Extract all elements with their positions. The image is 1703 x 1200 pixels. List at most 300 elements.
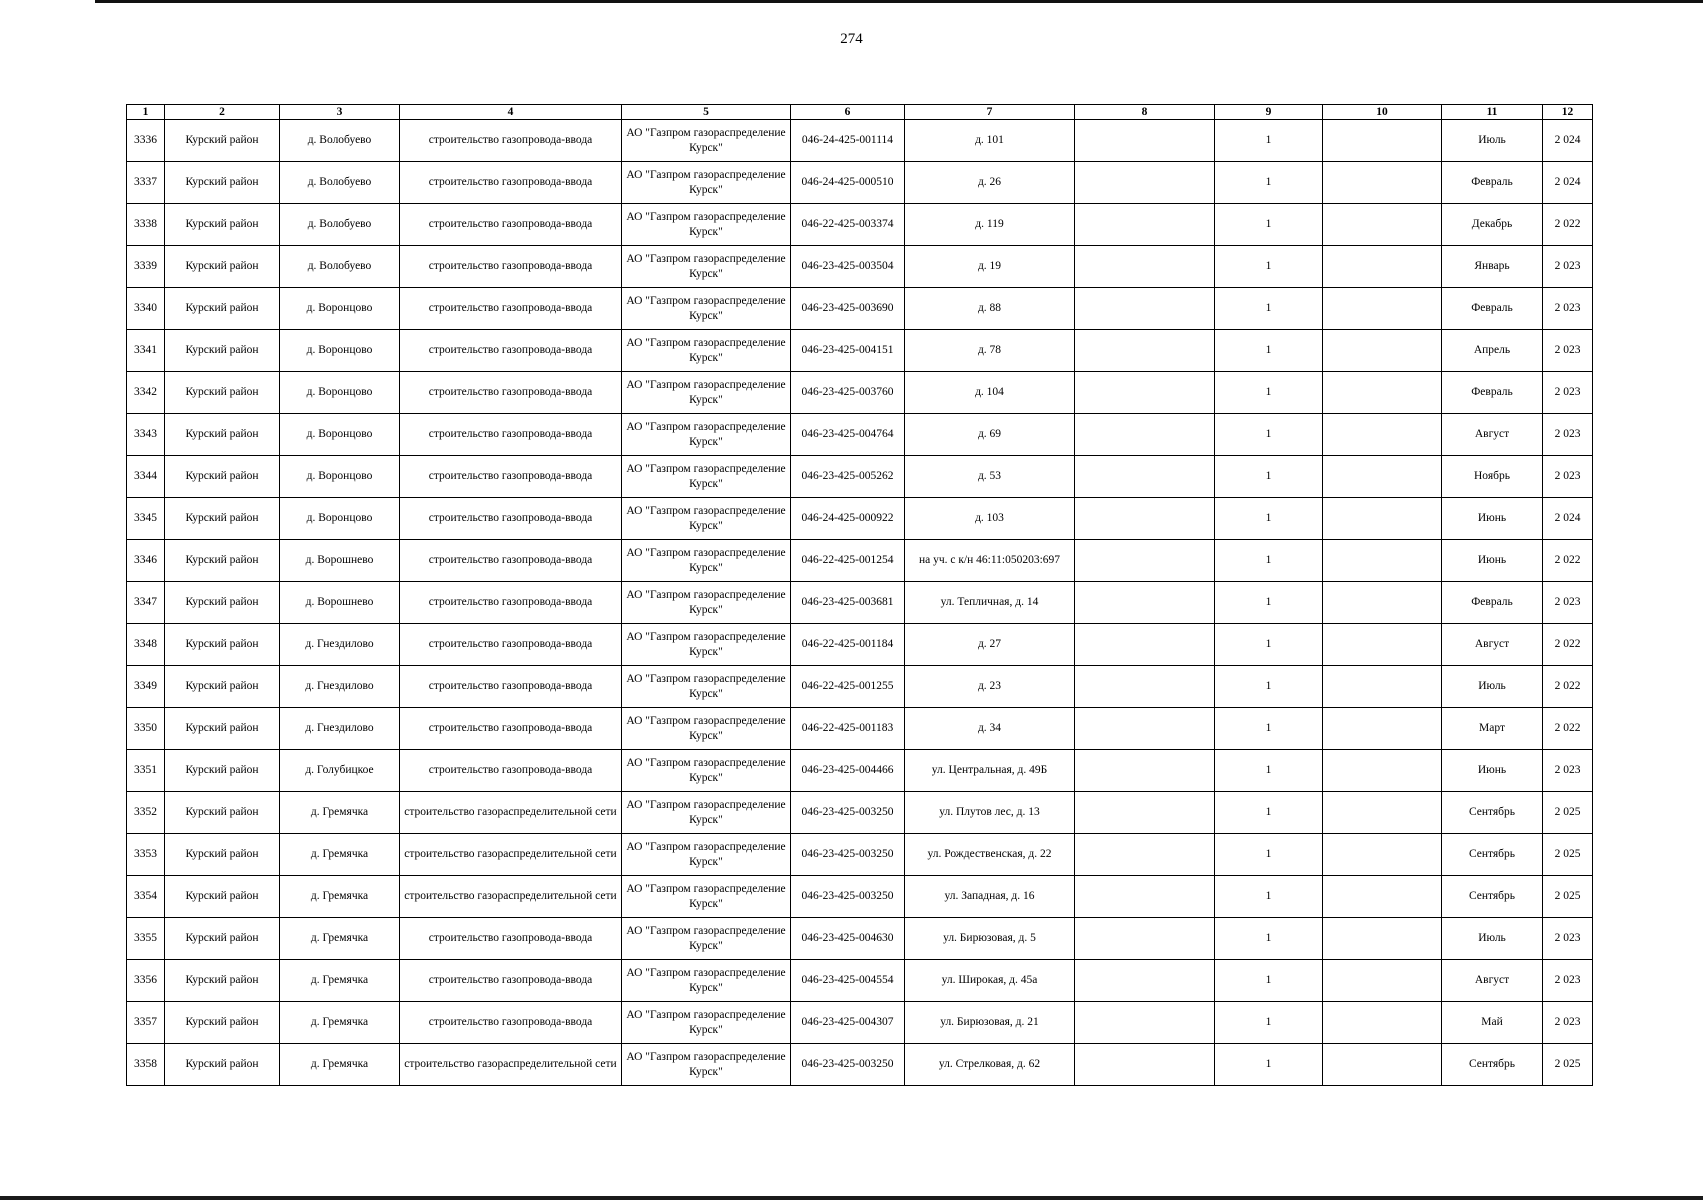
month-cell: Февраль [1442,162,1543,204]
organization-cell: АО "Газпром газораспределение Курск" [622,162,791,204]
locality-cell: д. Гремячка [280,960,400,1002]
district-cell: Курский район [165,624,280,666]
column-9-cell: 1 [1215,120,1323,162]
column-10-cell [1323,498,1442,540]
locality-cell: д. Ворошнево [280,582,400,624]
row-number-cell: 3348 [127,624,165,666]
row-number-cell: 3356 [127,960,165,1002]
column-header: 12 [1543,105,1593,120]
column-8-cell [1075,330,1215,372]
column-8-cell [1075,540,1215,582]
year-cell: 2 024 [1543,498,1593,540]
address-cell: д. 104 [905,372,1075,414]
locality-cell: д. Гремячка [280,834,400,876]
row-number-cell: 3346 [127,540,165,582]
column-10-cell [1323,834,1442,876]
row-number-cell: 3339 [127,246,165,288]
address-cell: ул. Центральная, д. 49Б [905,750,1075,792]
district-cell: Курский район [165,960,280,1002]
year-cell: 2 023 [1543,288,1593,330]
table-row [127,666,1593,708]
code-cell: 046-24-425-001114 [791,120,905,162]
locality-cell: д. Воронцово [280,330,400,372]
address-cell: ул. Стрелковая, д. 62 [905,1044,1075,1086]
address-cell: д. 119 [905,204,1075,246]
column-8-cell [1075,582,1215,624]
district-cell: Курский район [165,666,280,708]
registry-body [127,120,1593,1086]
address-cell: ул. Плутов лес, д. 13 [905,792,1075,834]
locality-cell: д. Волобуево [280,204,400,246]
column-10-cell [1323,1044,1442,1086]
work-type-cell: строительство газопровода-ввода [400,708,622,750]
code-cell: 046-23-425-003250 [791,834,905,876]
locality-cell: д. Голубицкое [280,750,400,792]
address-cell: д. 26 [905,162,1075,204]
column-10-cell [1323,1002,1442,1044]
work-type-cell: строительство газопровода-ввода [400,540,622,582]
locality-cell: д. Волобуево [280,162,400,204]
column-8-cell [1075,960,1215,1002]
column-9-cell: 1 [1215,918,1323,960]
locality-cell: д. Гремячка [280,1044,400,1086]
organization-cell: АО "Газпром газораспределение Курск" [622,1044,791,1086]
column-8-cell [1075,834,1215,876]
row-number-cell: 3353 [127,834,165,876]
work-type-cell: строительство газопровода-ввода [400,498,622,540]
work-type-cell: строительство газопровода-ввода [400,372,622,414]
district-cell: Курский район [165,330,280,372]
row-number-cell: 3352 [127,792,165,834]
district-cell: Курский район [165,876,280,918]
code-cell: 046-23-425-003690 [791,288,905,330]
column-header: 2 [165,105,280,120]
table-row [127,750,1593,792]
column-10-cell [1323,246,1442,288]
month-cell: Декабрь [1442,204,1543,246]
column-10-cell [1323,120,1442,162]
table-row [127,582,1593,624]
address-cell: д. 69 [905,414,1075,456]
year-cell: 2 023 [1543,918,1593,960]
column-9-cell: 1 [1215,1044,1323,1086]
column-9-cell: 1 [1215,330,1323,372]
column-8-cell [1075,162,1215,204]
column-9-cell: 1 [1215,792,1323,834]
table-row [127,708,1593,750]
work-type-cell: строительство газораспределительной сети [400,876,622,918]
table-row [127,414,1593,456]
column-9-cell: 1 [1215,372,1323,414]
code-cell: 046-22-425-001184 [791,624,905,666]
row-number-cell: 3345 [127,498,165,540]
district-cell: Курский район [165,834,280,876]
address-cell: д. 101 [905,120,1075,162]
organization-cell: АО "Газпром газораспределение Курск" [622,582,791,624]
column-10-cell [1323,750,1442,792]
column-10-cell [1323,372,1442,414]
column-header: 9 [1215,105,1323,120]
table-row [127,246,1593,288]
code-cell: 046-24-425-000510 [791,162,905,204]
column-10-cell [1323,162,1442,204]
year-cell: 2 025 [1543,876,1593,918]
year-cell: 2 023 [1543,456,1593,498]
table-row [127,204,1593,246]
column-8-cell [1075,456,1215,498]
column-header: 10 [1323,105,1442,120]
year-cell: 2 025 [1543,1044,1593,1086]
column-header: 4 [400,105,622,120]
address-cell: ул. Бирюзовая, д. 5 [905,918,1075,960]
month-cell: Февраль [1442,288,1543,330]
work-type-cell: строительство газопровода-ввода [400,162,622,204]
organization-cell: АО "Газпром газораспределение Курск" [622,918,791,960]
column-header: 1 [127,105,165,120]
code-cell: 046-23-425-005262 [791,456,905,498]
column-9-cell: 1 [1215,204,1323,246]
column-9-cell: 1 [1215,162,1323,204]
column-header: 7 [905,105,1075,120]
column-8-cell [1075,120,1215,162]
address-cell: на уч. с к/н 46:11:050203:697 [905,540,1075,582]
organization-cell: АО "Газпром газораспределение Курск" [622,204,791,246]
code-cell: 046-22-425-001255 [791,666,905,708]
locality-cell: д. Гремячка [280,918,400,960]
column-8-cell [1075,792,1215,834]
column-header: 6 [791,105,905,120]
district-cell: Курский район [165,414,280,456]
row-number-cell: 3340 [127,288,165,330]
month-cell: Сентябрь [1442,834,1543,876]
organization-cell: АО "Газпром газораспределение Курск" [622,666,791,708]
address-cell: д. 103 [905,498,1075,540]
table-row [127,540,1593,582]
table-row [127,834,1593,876]
month-cell: Январь [1442,246,1543,288]
column-8-cell [1075,918,1215,960]
work-type-cell: строительство газопровода-ввода [400,666,622,708]
code-cell: 046-22-425-001254 [791,540,905,582]
column-8-cell [1075,666,1215,708]
column-10-cell [1323,918,1442,960]
month-cell: Сентябрь [1442,1044,1543,1086]
organization-cell: АО "Газпром газораспределение Курск" [622,1002,791,1044]
registry-table [126,104,1593,1086]
code-cell: 046-23-425-003681 [791,582,905,624]
year-cell: 2 023 [1543,960,1593,1002]
work-type-cell: строительство газопровода-ввода [400,288,622,330]
row-number-cell: 3355 [127,918,165,960]
work-type-cell: строительство газораспределительной сети [400,792,622,834]
work-type-cell: строительство газопровода-ввода [400,246,622,288]
locality-cell: д. Воронцово [280,414,400,456]
column-9-cell: 1 [1215,456,1323,498]
month-cell: Ноябрь [1442,456,1543,498]
column-9-cell: 1 [1215,582,1323,624]
organization-cell: АО "Газпром газораспределение Курск" [622,792,791,834]
column-10-cell [1323,708,1442,750]
column-header: 11 [1442,105,1543,120]
year-cell: 2 025 [1543,834,1593,876]
column-8-cell [1075,876,1215,918]
code-cell: 046-22-425-001183 [791,708,905,750]
table-row [127,792,1593,834]
organization-cell: АО "Газпром газораспределение Курск" [622,876,791,918]
code-cell: 046-23-425-004630 [791,918,905,960]
locality-cell: д. Гремячка [280,1002,400,1044]
locality-cell: д. Гнездилово [280,708,400,750]
locality-cell: д. Гнездилово [280,666,400,708]
scan-edge-top [95,0,1703,3]
month-cell: Сентябрь [1442,876,1543,918]
code-cell: 046-23-425-003250 [791,792,905,834]
row-number-cell: 3341 [127,330,165,372]
column-8-cell [1075,624,1215,666]
address-cell: д. 27 [905,624,1075,666]
column-8-cell [1075,498,1215,540]
code-cell: 046-23-425-004764 [791,414,905,456]
month-cell: Апрель [1442,330,1543,372]
table-row [127,624,1593,666]
month-cell: Июнь [1442,750,1543,792]
organization-cell: АО "Газпром газораспределение Курск" [622,960,791,1002]
column-8-cell [1075,1002,1215,1044]
address-cell: д. 88 [905,288,1075,330]
month-cell: Июнь [1442,498,1543,540]
district-cell: Курский район [165,1002,280,1044]
district-cell: Курский район [165,372,280,414]
month-cell: Сентябрь [1442,792,1543,834]
row-number-cell: 3358 [127,1044,165,1086]
code-cell: 046-23-425-003504 [791,246,905,288]
year-cell: 2 023 [1543,372,1593,414]
locality-cell: д. Волобуево [280,246,400,288]
work-type-cell: строительство газопровода-ввода [400,960,622,1002]
organization-cell: АО "Газпром газораспределение Курск" [622,834,791,876]
organization-cell: АО "Газпром газораспределение Курск" [622,750,791,792]
locality-cell: д. Гнездилово [280,624,400,666]
locality-cell: д. Волобуево [280,120,400,162]
district-cell: Курский район [165,540,280,582]
work-type-cell: строительство газопровода-ввода [400,414,622,456]
column-9-cell: 1 [1215,960,1323,1002]
row-number-cell: 3336 [127,120,165,162]
table-row [127,330,1593,372]
organization-cell: АО "Газпром газораспределение Курск" [622,708,791,750]
row-number-cell: 3338 [127,204,165,246]
column-9-cell: 1 [1215,246,1323,288]
locality-cell: д. Воронцово [280,288,400,330]
column-8-cell [1075,288,1215,330]
year-cell: 2 023 [1543,582,1593,624]
year-cell: 2 025 [1543,792,1593,834]
column-9-cell: 1 [1215,288,1323,330]
scan-edge-bottom [0,1196,1703,1200]
column-number-row [127,105,1593,120]
year-cell: 2 024 [1543,162,1593,204]
row-number-cell: 3344 [127,456,165,498]
month-cell: Июль [1442,918,1543,960]
column-10-cell [1323,876,1442,918]
work-type-cell: строительство газопровода-ввода [400,204,622,246]
locality-cell: д. Воронцово [280,498,400,540]
organization-cell: АО "Газпром газораспределение Курск" [622,414,791,456]
work-type-cell: строительство газопровода-ввода [400,750,622,792]
column-8-cell [1075,204,1215,246]
organization-cell: АО "Газпром газораспределение Курск" [622,456,791,498]
column-header: 3 [280,105,400,120]
address-cell: ул. Тепличная, д. 14 [905,582,1075,624]
column-8-cell [1075,246,1215,288]
column-10-cell [1323,288,1442,330]
row-number-cell: 3337 [127,162,165,204]
year-cell: 2 023 [1543,246,1593,288]
address-cell: ул. Рождественская, д. 22 [905,834,1075,876]
column-9-cell: 1 [1215,498,1323,540]
page-number: 274 [840,31,863,47]
year-cell: 2 022 [1543,540,1593,582]
column-10-cell [1323,540,1442,582]
month-cell: Июнь [1442,540,1543,582]
month-cell: Май [1442,1002,1543,1044]
row-number-cell: 3350 [127,708,165,750]
table-row [127,372,1593,414]
address-cell: ул. Западная, д. 16 [905,876,1075,918]
organization-cell: АО "Газпром газораспределение Курск" [622,330,791,372]
code-cell: 046-23-425-004151 [791,330,905,372]
organization-cell: АО "Газпром газораспределение Курск" [622,372,791,414]
organization-cell: АО "Газпром газораспределение Курск" [622,540,791,582]
column-9-cell: 1 [1215,834,1323,876]
district-cell: Курский район [165,456,280,498]
address-cell: ул. Бирюзовая, д. 21 [905,1002,1075,1044]
address-cell: д. 19 [905,246,1075,288]
district-cell: Курский район [165,792,280,834]
column-10-cell [1323,414,1442,456]
column-9-cell: 1 [1215,876,1323,918]
work-type-cell: строительство газопровода-ввода [400,456,622,498]
column-8-cell [1075,1044,1215,1086]
table-row [127,1002,1593,1044]
month-cell: Август [1442,624,1543,666]
year-cell: 2 022 [1543,204,1593,246]
code-cell: 046-24-425-000922 [791,498,905,540]
table-row [127,960,1593,1002]
district-cell: Курский район [165,498,280,540]
table-row [127,120,1593,162]
organization-cell: АО "Газпром газораспределение Курск" [622,498,791,540]
address-cell: д. 53 [905,456,1075,498]
column-8-cell [1075,414,1215,456]
column-9-cell: 1 [1215,666,1323,708]
locality-cell: д. Воронцово [280,372,400,414]
year-cell: 2 023 [1543,1002,1593,1044]
district-cell: Курский район [165,162,280,204]
column-10-cell [1323,582,1442,624]
column-10-cell [1323,792,1442,834]
year-cell: 2 023 [1543,750,1593,792]
year-cell: 2 023 [1543,330,1593,372]
row-number-cell: 3342 [127,372,165,414]
district-cell: Курский район [165,120,280,162]
district-cell: Курский район [165,582,280,624]
column-9-cell: 1 [1215,414,1323,456]
organization-cell: АО "Газпром газораспределение Курск" [622,246,791,288]
row-number-cell: 3351 [127,750,165,792]
district-cell: Курский район [165,708,280,750]
organization-cell: АО "Газпром газораспределение Курск" [622,120,791,162]
month-cell: Февраль [1442,582,1543,624]
work-type-cell: строительство газопровода-ввода [400,918,622,960]
district-cell: Курский район [165,750,280,792]
year-cell: 2 023 [1543,414,1593,456]
code-cell: 046-23-425-003250 [791,1044,905,1086]
year-cell: 2 022 [1543,708,1593,750]
code-cell: 046-22-425-003374 [791,204,905,246]
month-cell: Июль [1442,666,1543,708]
organization-cell: АО "Газпром газораспределение Курск" [622,624,791,666]
month-cell: Август [1442,414,1543,456]
row-number-cell: 3357 [127,1002,165,1044]
column-8-cell [1075,750,1215,792]
row-number-cell: 3343 [127,414,165,456]
row-number-cell: 3347 [127,582,165,624]
table-row [127,918,1593,960]
address-cell: д. 23 [905,666,1075,708]
work-type-cell: строительство газопровода-ввода [400,624,622,666]
work-type-cell: строительство газопровода-ввода [400,330,622,372]
column-9-cell: 1 [1215,624,1323,666]
work-type-cell: строительство газораспределительной сети [400,834,622,876]
locality-cell: д. Ворошнево [280,540,400,582]
work-type-cell: строительство газораспределительной сети [400,1044,622,1086]
table-row [127,498,1593,540]
month-cell: Июль [1442,120,1543,162]
column-10-cell [1323,960,1442,1002]
row-number-cell: 3349 [127,666,165,708]
locality-cell: д. Воронцово [280,456,400,498]
month-cell: Март [1442,708,1543,750]
district-cell: Курский район [165,246,280,288]
address-cell: ул. Широкая, д. 45а [905,960,1075,1002]
code-cell: 046-23-425-004307 [791,1002,905,1044]
year-cell: 2 024 [1543,120,1593,162]
code-cell: 046-23-425-003760 [791,372,905,414]
month-cell: Февраль [1442,372,1543,414]
organization-cell: АО "Газпром газораспределение Курск" [622,288,791,330]
column-8-cell [1075,708,1215,750]
district-cell: Курский район [165,1044,280,1086]
table-row [127,456,1593,498]
year-cell: 2 022 [1543,666,1593,708]
column-9-cell: 1 [1215,708,1323,750]
table-row [127,288,1593,330]
table-row [127,876,1593,918]
table-row [127,162,1593,204]
code-cell: 046-23-425-004466 [791,750,905,792]
month-cell: Август [1442,960,1543,1002]
column-header: 5 [622,105,791,120]
table-row [127,1044,1593,1086]
address-cell: д. 78 [905,330,1075,372]
work-type-cell: строительство газопровода-ввода [400,582,622,624]
column-10-cell [1323,456,1442,498]
column-10-cell [1323,624,1442,666]
code-cell: 046-23-425-004554 [791,960,905,1002]
column-10-cell [1323,330,1442,372]
code-cell: 046-23-425-003250 [791,876,905,918]
